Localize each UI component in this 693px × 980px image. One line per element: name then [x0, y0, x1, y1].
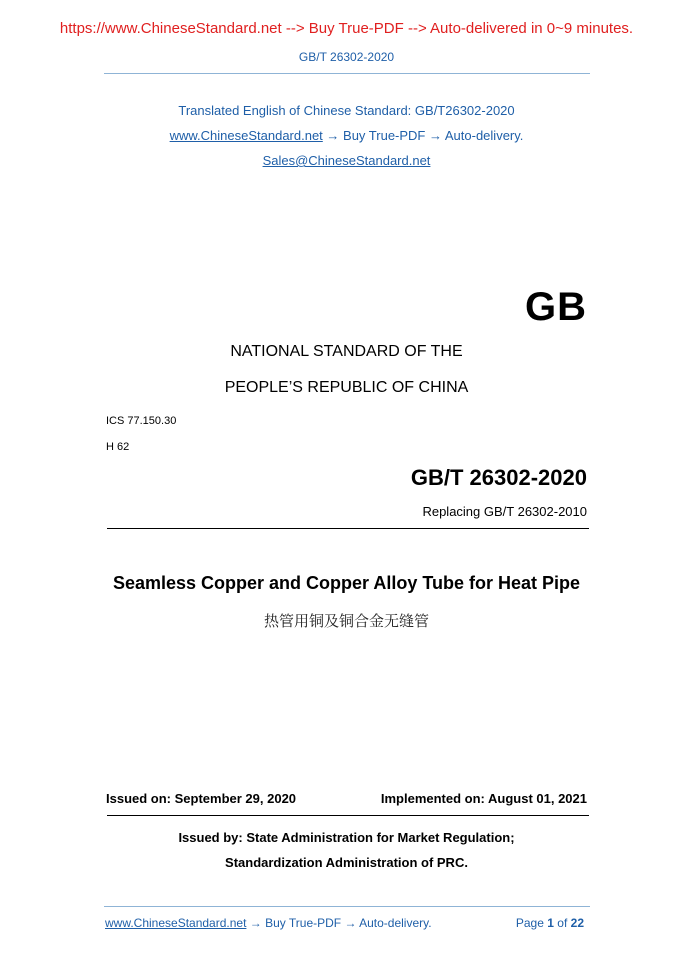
issued-by-line-1: Issued by: State Administration for Market Regulation;: [178, 830, 515, 845]
footer-purchase-line: [105, 916, 432, 930]
page-number: 1: [547, 916, 554, 930]
footer-site-link[interactable]: www.ChineseStandard.net: [105, 916, 247, 930]
implemented-date: Implemented on: August 01, 2021: [380, 791, 587, 806]
translated-line: Translated English of Chinese Standard: GB/T26302-2020: [178, 103, 515, 118]
national-standard-line-2: PEOPLE’S REPUBLIC OF CHINA: [224, 379, 469, 396]
ics-code: ICS 77.150.30: [106, 415, 177, 427]
header-divider: [104, 73, 590, 74]
replacing-note: Replacing GB/T 26302-2010: [422, 504, 587, 519]
of-label: of: [557, 916, 568, 930]
national-standard-line-1: NATIONAL STANDARD OF THE: [230, 343, 463, 360]
purchase-line: [0, 128, 693, 143]
title-chinese: 热管用铜及铜合金无缝管: [263, 613, 429, 630]
email-line: [0, 153, 693, 168]
issued-date: Issued on: September 29, 2020: [106, 791, 297, 806]
email-link[interactable]: Sales@ChineseStandard.net: [262, 153, 431, 168]
purchase-text: → Buy True-PDF → Auto-delivery.: [322, 128, 524, 143]
title-divider: [107, 528, 589, 529]
site-link[interactable]: www.ChineseStandard.net: [169, 128, 323, 143]
page-indicator: [516, 916, 584, 930]
page-label: Page: [515, 916, 544, 930]
page-total: 22: [570, 916, 584, 930]
issued-by-line-2: Standardization Administration of PRC.: [225, 855, 468, 870]
title-english: Seamless Copper and Copper Alloy Tube for Heat Pipe: [112, 573, 581, 593]
gb-mark: GB: [525, 285, 587, 329]
header-doc-code: GB/T 26302-2020: [298, 50, 395, 64]
standard-number: GB/T 26302-2020: [410, 465, 587, 490]
footer-purchase-text: → Buy True-PDF → Auto-delivery.: [246, 916, 432, 930]
footer-divider: [104, 906, 590, 907]
issue-divider: [107, 815, 589, 816]
top-banner[interactable]: https://www.ChineseStandard.net --> Buy True-PDF --> Auto-delivered in 0~9 minutes.: [59, 20, 634, 37]
classification-code: H 62: [106, 441, 130, 453]
